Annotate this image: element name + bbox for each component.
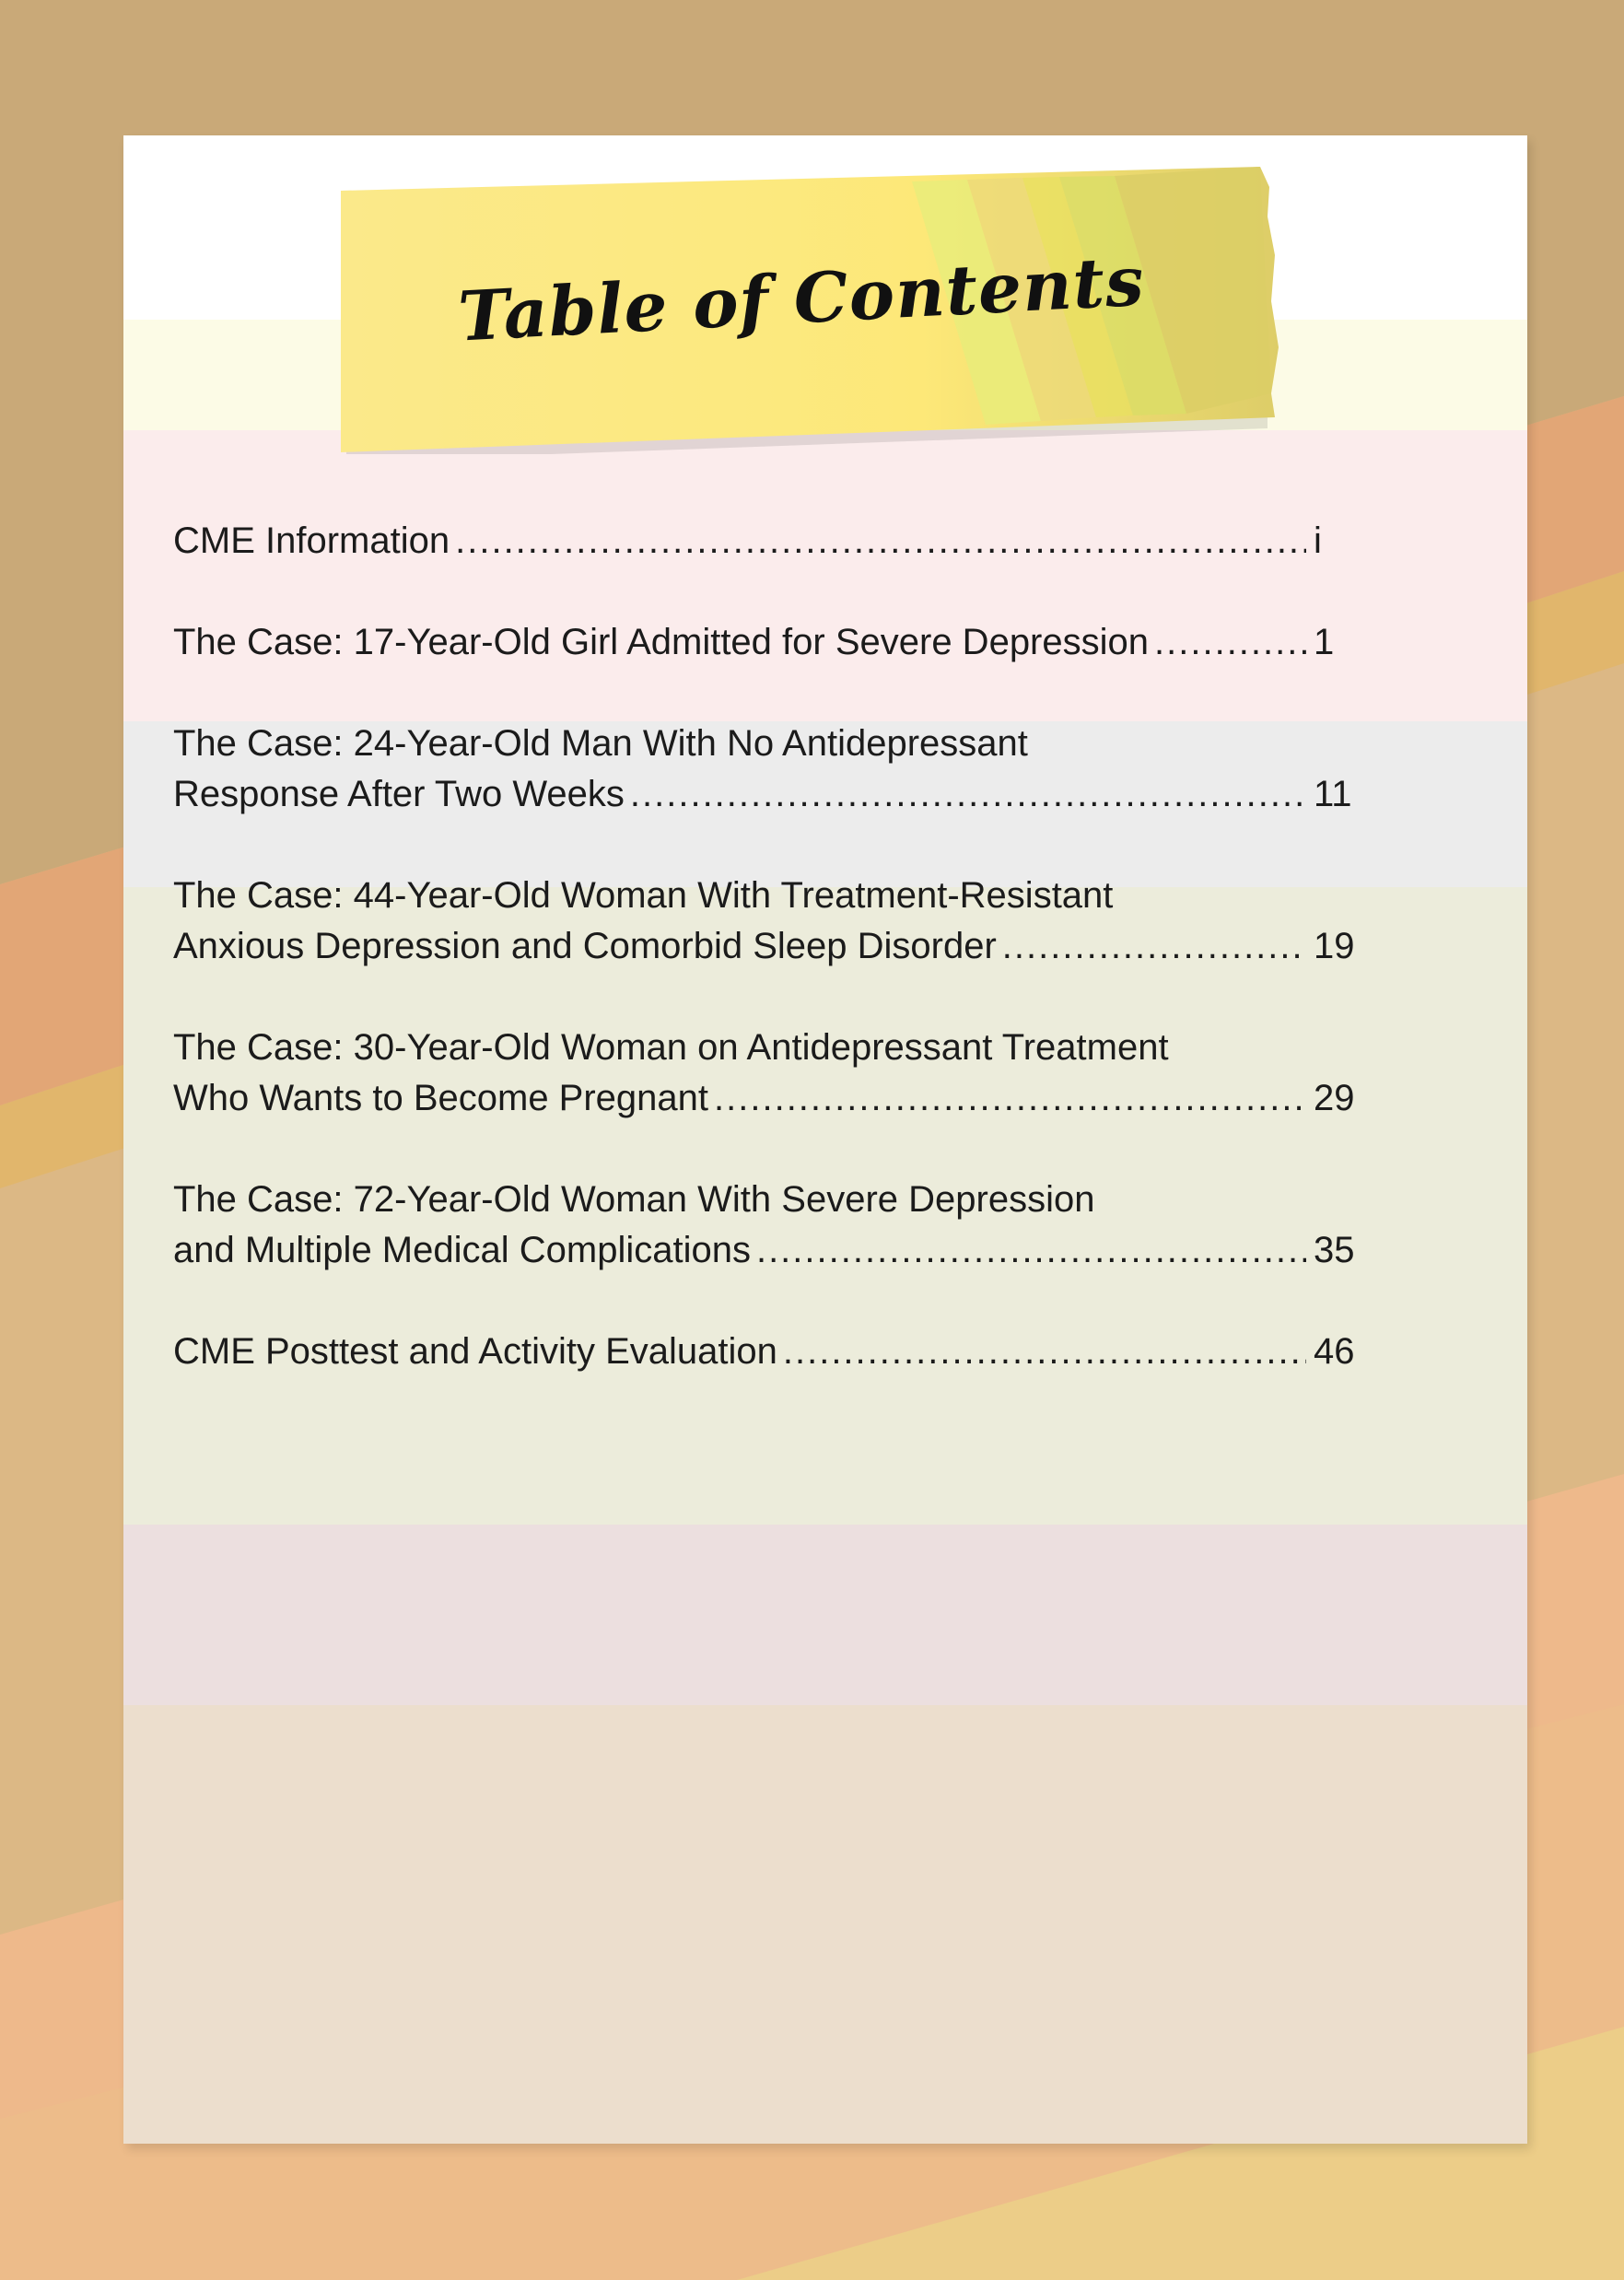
toc-entry-case-17[interactable] bbox=[173, 617, 1361, 668]
entry-title-line-1: The Case: 44-Year-Old Woman With Treatment-Resistant bbox=[173, 875, 1114, 916]
entry-title-line-2: Response After Two Weeks bbox=[173, 774, 625, 814]
entry-title-line-1: The Case: 72-Year-Old Woman With Severe Depression bbox=[173, 1179, 1095, 1220]
dot-leader bbox=[455, 516, 1306, 567]
page-number: i bbox=[1314, 520, 1322, 561]
toc-entry-case-44[interactable] bbox=[173, 871, 1361, 972]
toc-entry-case-72[interactable] bbox=[173, 1175, 1361, 1276]
page-number: 11 bbox=[1314, 774, 1352, 814]
toc-page bbox=[123, 135, 1527, 2144]
toc-entry-case-24[interactable] bbox=[173, 719, 1361, 820]
dot-leader bbox=[783, 1327, 1306, 1377]
dot-leader bbox=[630, 769, 1306, 820]
dot-leader bbox=[714, 1073, 1306, 1124]
entry-title-line-1: The Case: 24-Year-Old Man With No Antidepressant bbox=[173, 723, 1028, 764]
dot-leader bbox=[1002, 921, 1306, 972]
entry-title-line-2: and Multiple Medical Complications bbox=[173, 1230, 751, 1270]
page-number: 1 bbox=[1314, 622, 1335, 662]
page-number: 29 bbox=[1314, 1078, 1355, 1118]
entry-title: The Case: 17-Year-Old Girl Admitted for Severe Depression bbox=[173, 622, 1150, 662]
entry-title-line-2: Anxious Depression and Comorbid Sleep Disorder bbox=[173, 926, 997, 966]
sticky-note bbox=[341, 145, 1424, 454]
band-mauve bbox=[123, 1525, 1527, 1705]
entry-title-line-2: Who Wants to Become Pregnant bbox=[173, 1078, 709, 1118]
page-number: 35 bbox=[1314, 1230, 1355, 1270]
entry-title: CME Posttest and Activity Evaluation bbox=[173, 1331, 777, 1372]
band-tan bbox=[123, 1705, 1527, 2144]
band-pink bbox=[123, 430, 1527, 721]
page-number: 19 bbox=[1314, 926, 1355, 966]
toc-entry-case-30[interactable] bbox=[173, 1023, 1361, 1124]
page-number: 46 bbox=[1314, 1331, 1355, 1372]
entry-title: CME Information bbox=[173, 520, 450, 561]
toc-entry-cme-information[interactable] bbox=[173, 516, 1361, 567]
dot-leader bbox=[1154, 617, 1306, 668]
toc-heading: Table of Contents bbox=[456, 241, 1147, 357]
entry-title-line-1: The Case: 30-Year-Old Woman on Antidepressant Treatment bbox=[173, 1027, 1169, 1068]
dot-leader bbox=[756, 1225, 1306, 1276]
toc-entry-cme-posttest[interactable] bbox=[173, 1327, 1361, 1377]
